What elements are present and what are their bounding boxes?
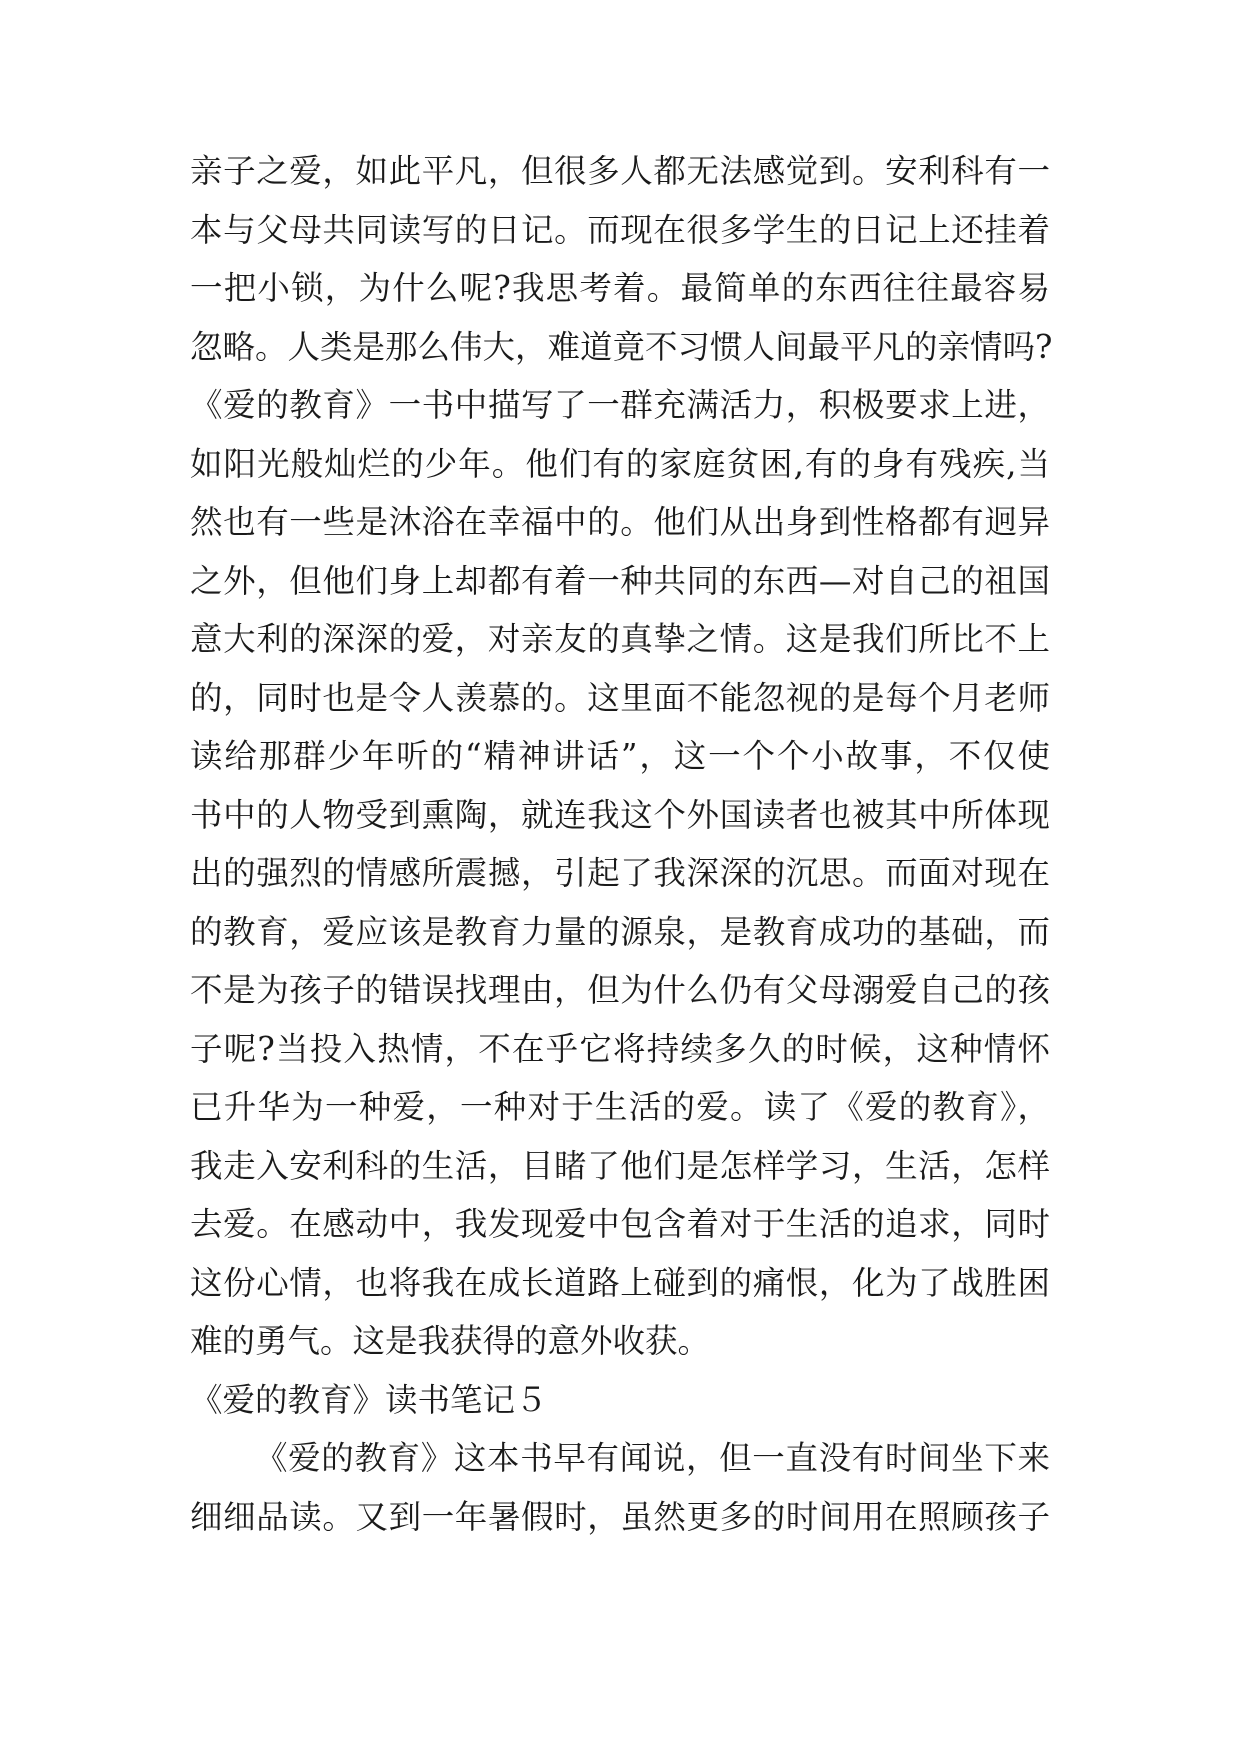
- paragraph-line: 如阳光般灿烂的少年。他们有的家庭贫困,有的身有残疾,当: [190, 444, 1050, 483]
- paragraph: [190, 142, 1053, 1371]
- paragraph-line: 不是为孩子的错误找理由，但为什么仍有父母溺爱自己的孩: [190, 971, 1050, 1009]
- document-body: [190, 142, 1053, 1546]
- paragraph-line: 的，同时也是令人羡慕的。这里面不能忽视的是每个月老师: [190, 678, 1050, 717]
- paragraph-line: 我走入安利科的生活，目睹了他们是怎样学习，生活，怎样: [190, 1146, 1050, 1185]
- paragraph-line: 读给那群少年听的“精神讲话”，这一个个小故事，不仅使: [190, 737, 1050, 775]
- paragraph-line: 书中的人物受到熏陶，就连我这个外国读者也被其中所体现: [190, 795, 1050, 834]
- paragraph-line: 本与父母共同读写的日记。而现在很多学生的日记上还挂着: [190, 210, 1050, 249]
- paragraph-line: 的教育，爱应该是教育力量的源泉，是教育成功的基础，而: [190, 912, 1050, 951]
- paragraph-line: 之外，但他们身上却都有着一种共同的东西—对自己的祖国: [190, 561, 1050, 600]
- paragraph-line: 一把小锁，为什么呢?我思考着。最简单的东西往往最容易: [190, 269, 1050, 307]
- paragraph-line: 这份心情，也将我在成长道路上碰到的痛恨，化为了战胜困: [190, 1263, 1050, 1302]
- paragraph-line: 子呢?当投入热情，不在乎它将持续多久的时候，这种情怀: [190, 1029, 1050, 1068]
- paragraph-line: 难的勇气。这是我获得的意外收获。: [190, 1322, 711, 1360]
- paragraph-line: 细细品读。又到一年暑假时，虽然更多的时间用在照顾孩子: [190, 1497, 1050, 1536]
- paragraph-line: 意大利的深深的爱，对亲友的真挚之情。这是我们所比不上: [190, 620, 1050, 658]
- paragraph: [190, 1429, 1050, 1546]
- paragraph-line: 忽略。人类是那么伟大，难道竟不习惯人间最平凡的亲情吗?: [190, 327, 1053, 366]
- paragraph-line: 然也有一些是沐浴在幸福中的。他们从出身到性格都有迥异: [190, 503, 1050, 541]
- paragraph-line: 去爱。在感动中，我发现爱中包含着对于生活的追求，同时: [190, 1205, 1050, 1243]
- paragraph-line: 《爱的教育》这本书早有闻说，但一直没有时间坐下来: [255, 1439, 1050, 1477]
- paragraph-line: 《爱的教育》一书中描写了一群充满活力，积极要求上进，: [190, 386, 1050, 424]
- section-heading: 《爱的教育》读书笔记５: [190, 1380, 548, 1419]
- paragraph-line: 已升华为一种爱，一种对于生活的爱。读了《爱的教育》，: [190, 1088, 1050, 1126]
- paragraph-line: 出的强烈的情感所震撼，引起了我深深的沉思。而面对现在: [190, 854, 1050, 892]
- paragraph-line: 亲子之爱，如此平凡，但很多人都无法感觉到。安利科有一: [190, 152, 1050, 190]
